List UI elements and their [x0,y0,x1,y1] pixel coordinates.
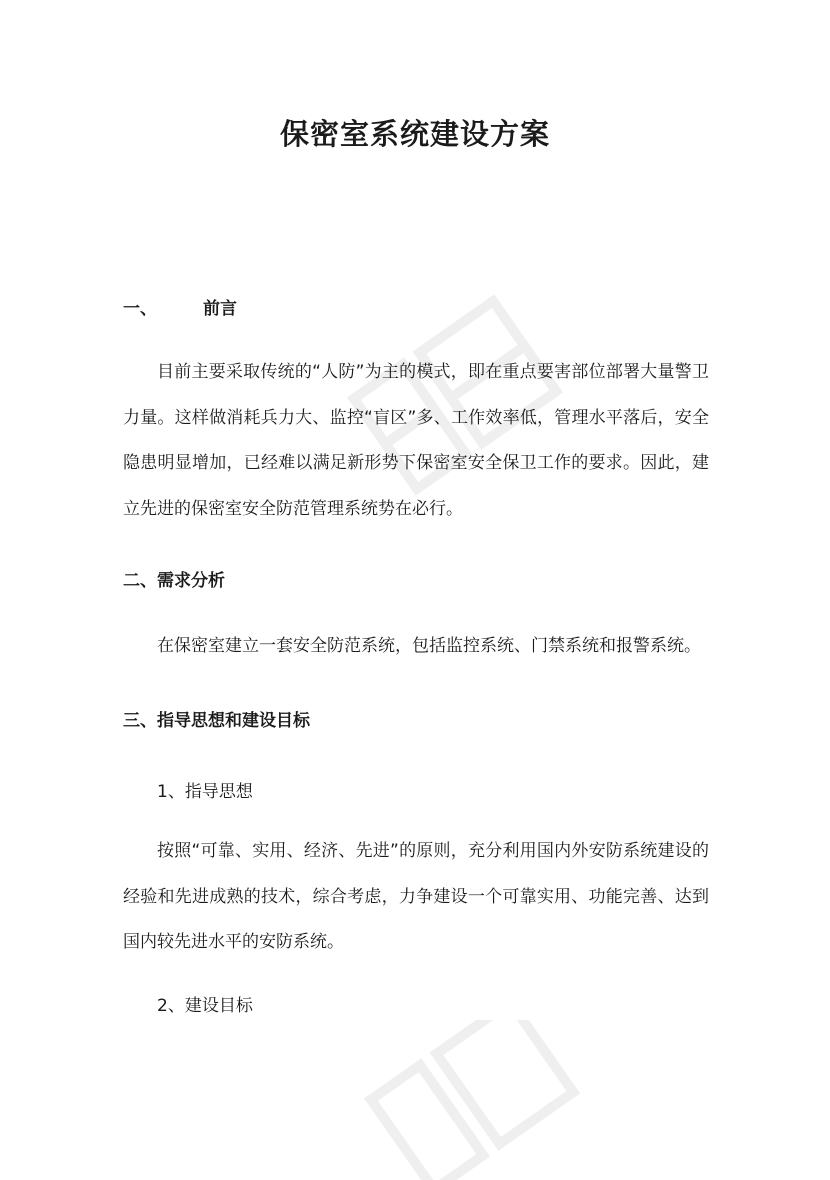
preface-paragraph: 目前主要采取传统的“人防”为主的模式，即在重点要害部位部署大量警卫力量。这样做消耗兵力大、监控“盲区”多、工作效率低，管理水平落后，安全隐患明显增加，已经难以满足新形势下保密室安全保卫工作的要求。因此，建立先进的保密室安全防范管理系统势在必行。 [123,362,709,519]
section-heading-guidelines: 三、指导思想和建设目标 [123,711,310,731]
requirements-paragraph: 在保密室建立一套安全防范系统，包括监控系统、门禁系统和报警系统。 [157,636,701,656]
guiding-idea-paragraph: 按照“可靠、实用、经济、先进”的原则，充分利用国内外安防系统建设的经验和先进成熟的技术，综合考虑，力争建设一个可靠实用、功能完善、达到国内较先进水平的安防系统。 [123,841,709,952]
section-title: 前言 [203,299,237,319]
section-heading-requirements: 二、需求分析 [123,571,225,591]
section-number: 一、 [123,299,157,319]
section-heading-preface [123,294,237,319]
watermark-graphic-bottom [360,1020,590,1180]
document-title: 保密室系统建设方案 [279,117,550,151]
subsection-label-goals: 2、建设目标 [157,996,253,1016]
subsection-label-guiding-idea: 1、指导思想 [157,782,253,802]
